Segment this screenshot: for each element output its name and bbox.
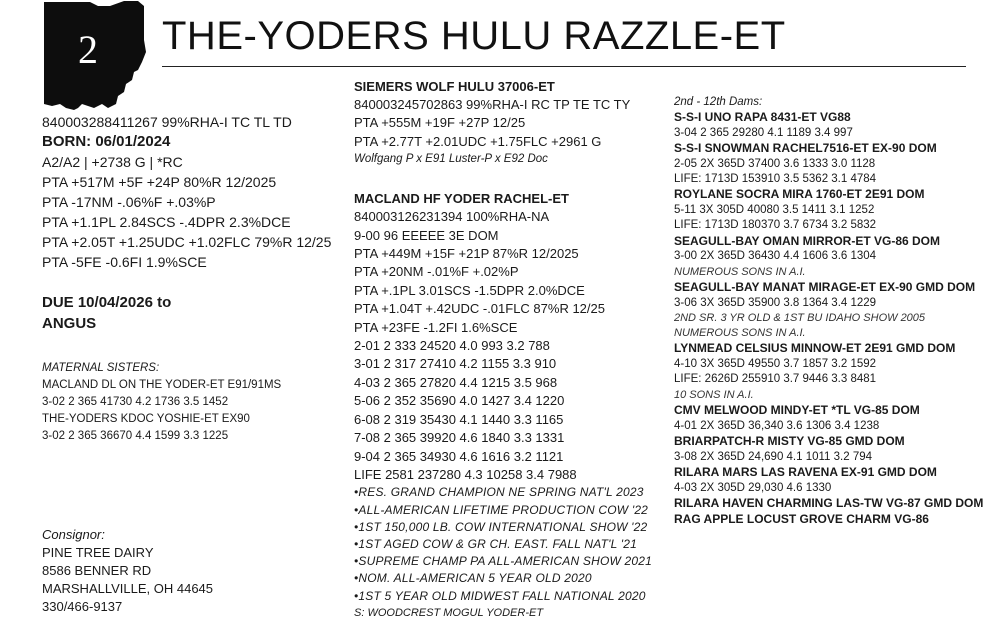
genomic-summary: A2/A2 | +2738 G | *RC bbox=[42, 154, 183, 170]
ancestor-dam-name: SEAGULL-BAY OMAN MIRROR-ET VG-86 DOM bbox=[674, 233, 941, 248]
ancestor-dam-name: CMV MELWOOD MINDY-ET *TL VG-85 DOM bbox=[674, 403, 920, 418]
dam-record-line: 2-01 2 333 24520 4.0 993 3.2 788 bbox=[354, 338, 550, 354]
dam-pta-line: PTA +23FE -1.2FI 1.6%SCE bbox=[354, 319, 518, 335]
sire-name: SIEMERS WOLF HULU 37006-ET bbox=[354, 79, 555, 94]
ancestor-dam-record: 2-05 2X 365D 37400 3.6 1333 3.0 1128 bbox=[674, 157, 876, 170]
maternal-sister-line: THE-YODERS KDOC YOSHIE-ET EX90 bbox=[42, 413, 250, 425]
dam-achievements-list bbox=[354, 484, 664, 604]
ancestor-dam-record: 4-03 2X 305D 29,030 4.6 1330 bbox=[674, 481, 832, 494]
dam-record-line: LIFE 2581 237280 4.3 10258 3.4 7988 bbox=[354, 466, 577, 482]
dam-name: MACLAND HF YODER RACHEL-ET bbox=[354, 191, 569, 207]
ancestor-dam-record: 3-04 2 365 29280 4.1 1189 3.4 997 bbox=[674, 126, 853, 139]
ancestor-dam-name: BRIARPATCH-R MISTY VG-85 GMD DOM bbox=[674, 434, 905, 449]
dam-achievement-line: •1ST 5 YEAR OLD MIDWEST FALL NATIONAL 2020 bbox=[354, 588, 646, 603]
animal-info-column bbox=[42, 112, 342, 445]
lot-number: 2 bbox=[78, 27, 98, 72]
dam-record-line: 7-08 2 365 39920 4.6 1840 3.3 1331 bbox=[354, 430, 565, 446]
ancestor-dam-record: 3-06 3X 365D 35900 3.8 1364 3.4 1229 bbox=[674, 296, 877, 309]
title-divider bbox=[162, 66, 966, 67]
dams-column bbox=[674, 95, 994, 527]
ancestor-dam-record: 5-11 3X 305D 40080 3.5 1411 3.1 1252 bbox=[674, 204, 875, 216]
ancestor-dam-record: 4-01 2X 365D 36,340 3.6 1306 3.4 1238 bbox=[674, 419, 880, 432]
animal-pta-list bbox=[42, 172, 342, 272]
dam-registration: 840003126231394 100%RHA-NA bbox=[354, 209, 550, 225]
ancestor-dam-name: S-S-I UNO RAPA 8431-ET VG88 bbox=[674, 110, 851, 124]
dam-record-line: 5-06 2 352 35690 4.0 1427 3.4 1220 bbox=[354, 393, 565, 409]
ancestor-dam-record: 4-10 3X 365D 49550 3.7 1857 3.2 1592 bbox=[674, 358, 877, 371]
consignor-heading: Consignor: bbox=[42, 527, 105, 542]
maternal-sister-line: MACLAND DL ON THE YODER-ET E91/91MS bbox=[42, 379, 282, 391]
dam-pta-line: PTA +449M +15F +21P 87%R 12/2025 bbox=[354, 246, 579, 262]
ancestor-dam-note: 10 SONS IN A.I. bbox=[674, 388, 754, 401]
consignor-address: 8586 BENNER RD bbox=[42, 563, 152, 578]
dams-list bbox=[674, 110, 994, 527]
dam-achievement-line: •SUPREME CHAMP PA ALL-AMERICAN SHOW 2021 bbox=[354, 554, 653, 569]
dams-heading: 2nd - 12th Dams: bbox=[674, 96, 763, 108]
animal-pta-line: PTA -5FE -0.6FI 1.9%SCE bbox=[42, 254, 207, 270]
dam-records-list bbox=[354, 337, 664, 484]
dam-record-line: 4-03 2 365 27820 4.4 1215 3.5 968 bbox=[354, 374, 558, 390]
ancestor-dam-note: 2ND SR. 3 YR OLD & 1ST BU IDAHO SHOW 2005 bbox=[674, 312, 926, 325]
consignor-city: MARSHALLVILLE, OH 44645 bbox=[42, 581, 214, 596]
ancestor-dam-name: RILARA MARS LAS RAVENA EX-91 GMD DOM bbox=[674, 465, 937, 480]
ancestor-dam-name: RAG APPLE LOCUST GROVE CHARM VG-86 bbox=[674, 511, 929, 526]
animal-registration: 840003288411267 99%RHA-I TC TL TD bbox=[42, 114, 292, 130]
ancestor-dam-record: LIFE: 1713D 153910 3.5 5362 3.1 4784 bbox=[674, 173, 877, 185]
ancestor-dam-note: NUMEROUS SONS IN A.I. bbox=[674, 327, 806, 340]
due-date: DUE 10/04/2026 to bbox=[42, 294, 172, 311]
sire-registration: 840003245702863 99%RHA-I RC TP TE TC TY bbox=[354, 97, 631, 112]
ancestor-dam-name: LYNMEAD CELSIUS MINNOW-ET 2E91 GMD DOM bbox=[674, 341, 956, 356]
ancestor-dam-name: SEAGULL-BAY MANAT MIRAGE-ET EX-90 GMD DOM bbox=[674, 280, 976, 295]
maternal-sister-line: 3-02 2 365 36670 4.4 1599 3.3 1225 bbox=[42, 430, 229, 442]
maternal-sisters-heading: MATERNAL SISTERS: bbox=[42, 362, 160, 374]
dam-achievement-line: •RES. GRAND CHAMPION NE SPRING NAT'L 2023 bbox=[354, 485, 644, 500]
maternal-sisters-list bbox=[42, 377, 342, 445]
dam-achievement-line: •NOM. ALL-AMERICAN 5 YEAR OLD 2020 bbox=[354, 571, 592, 586]
dam-achievement-line: •1ST AGED COW & GR CH. EAST. FALL NAT'L '21 bbox=[354, 536, 638, 551]
animal-pta-line: PTA +2.05T +1.25UDC +1.02FLC 79%R 12/25 bbox=[42, 234, 332, 250]
animal-pta-line: PTA +1.1PL 2.84SCS -.4DPR 2.3%DCE bbox=[42, 214, 291, 230]
dam-classification: 9-00 96 EEEEE 3E DOM bbox=[354, 227, 499, 243]
ancestor-dam-record: LIFE: 1713D 180370 3.7 6734 3.2 5832 bbox=[674, 219, 877, 232]
dam-achievement-line: •ALL-AMERICAN LIFETIME PRODUCTION COW '22 bbox=[354, 502, 649, 517]
dam-pta-list bbox=[354, 245, 664, 337]
ancestor-dam-record: LIFE: 2626D 255910 3.7 9446 3.3 8481 bbox=[674, 373, 877, 386]
ancestor-dam-record: 3-08 2X 365D 24,690 4.1 1011 3.2 794 bbox=[674, 450, 873, 463]
dam-record-line: 6-08 2 319 35430 4.1 1440 3.3 1165 bbox=[354, 411, 564, 427]
consignor-block bbox=[42, 526, 342, 616]
consignor-name: PINE TREE DAIRY bbox=[42, 545, 154, 560]
dam-record-line: 9-04 2 365 34930 4.6 1616 3.2 1121 bbox=[354, 448, 564, 464]
dam-pta-line: PTA +1.04T +.42UDC -.01FLC 87%R 12/25 bbox=[354, 301, 605, 317]
ancestor-dam-note: NUMEROUS SONS IN A.I. bbox=[674, 265, 806, 278]
consignor-phone: 330/466-9137 bbox=[42, 599, 123, 614]
animal-pta-line: PTA +517M +5F +24P 80%R 12/2025 bbox=[42, 174, 277, 190]
ancestor-dam-name: ROYLANE SOCRA MIRA 1760-ET 2E91 DOM bbox=[674, 187, 925, 202]
dam-pta-line: PTA +.1PL 3.01SCS -1.5DPR 2.0%DCE bbox=[354, 282, 585, 298]
ancestor-dam-record: 3-00 2X 365D 36430 4.4 1606 3.6 1304 bbox=[674, 250, 877, 263]
birth-date: BORN: 06/01/2024 bbox=[42, 133, 171, 150]
ancestor-dam-name: S-S-I SNOWMAN RACHEL7516-ET EX-90 DOM bbox=[674, 141, 937, 155]
maternal-sister-line: 3-02 2 365 41730 4.2 1736 3.5 1452 bbox=[42, 396, 229, 408]
due-service-sire: ANGUS bbox=[42, 315, 97, 332]
dam-achievement-line: •1ST 150,000 LB. COW INTERNATIONAL SHOW '22 bbox=[354, 519, 648, 534]
dam-pta-line: PTA +20NM -.01%F +.02%P bbox=[354, 264, 519, 280]
sire-dam-column bbox=[354, 78, 664, 621]
dam-sire-note: S: WOODCREST MOGUL YODER-ET bbox=[354, 606, 544, 619]
sire-pta-type: PTA +2.77T +2.01UDC +1.75FLC +2961 G bbox=[354, 133, 602, 149]
sire-pta-production: PTA +555M +19F +27P 12/25 bbox=[354, 115, 526, 131]
dam-record-line: 3-01 2 317 27410 4.2 1155 3.3 910 bbox=[354, 356, 557, 372]
sire-pedigree: Wolfgang P x E91 Luster-P x E92 Doc bbox=[354, 153, 548, 166]
ancestor-dam-name: RILARA HAVEN CHARMING LAS-TW VG-87 GMD DOM bbox=[674, 496, 984, 511]
animal-pta-line: PTA -17NM -.06%F +.03%P bbox=[42, 194, 216, 210]
page-title: THE-YODERS HULU RAZZLE-ET bbox=[162, 14, 786, 58]
